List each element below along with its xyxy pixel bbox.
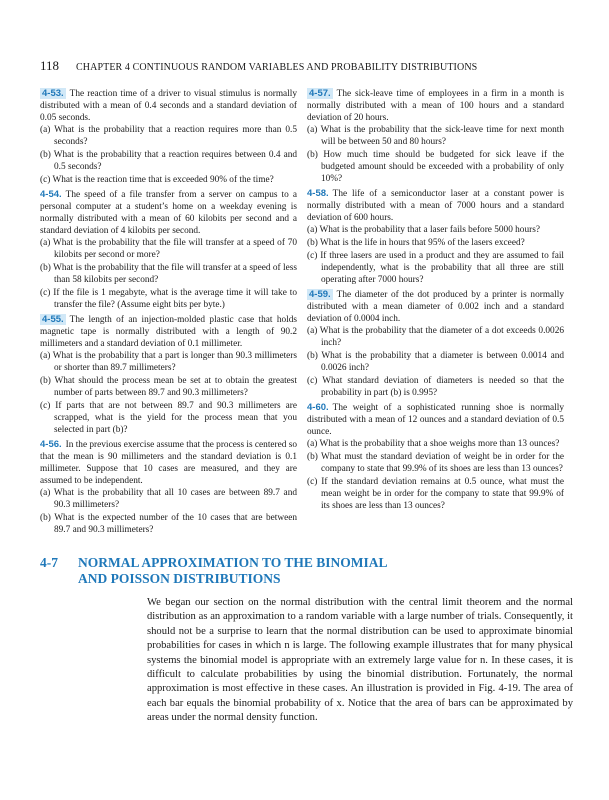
page-header <box>40 58 570 74</box>
section-title-line-1: NORMAL APPROXIMATION TO THE BINOMIAL <box>78 555 388 570</box>
exercise-part: (b) What is the probability that a diameter is between 0.0014 and 0.0026 inch? <box>307 351 564 373</box>
exercise-4-56 <box>40 439 297 536</box>
exercise-text: The length of an injection-molded plastic case that holds magnetic tape is normally distributed with a length of 90.2 millimeters and a standard deviation of 0.1 millimeter. <box>40 315 297 349</box>
exercise-stem <box>307 402 564 438</box>
exercise-text: The speed of a file transfer from a server on campus to a personal computer at a student’s home on a weekday evening is normally distributed with a mean of 60 kilobits per second and a standard deviation of 4 kilobits per second. <box>40 190 297 236</box>
exercise-part: (c) If the file is 1 megabyte, what is the average time it will take to transfer the file? (Assume eight bits per byte.) <box>40 288 297 310</box>
exercise-stem <box>307 188 564 224</box>
exercise-number: 4-55. <box>42 314 64 325</box>
exercise-text: The life of a semiconductor laser at a constant power is normally distributed with a mean of 7000 hours and a standard deviation of 600 hours. <box>307 189 564 223</box>
exercise-text: In the previous exercise assume that the process is centered so that the mean is 90 millimeters and the standard deviation is 0.1 millimeter. Suppose that 10 cases are measured, and they are assumed to be independent. <box>40 440 297 486</box>
section-title-line-2: AND POISSON DISTRIBUTIONS <box>78 571 281 586</box>
exercise-part: (c) If three lasers are used in a product and they are assumed to fail independently, what is the probability that all three are still operating after 7000 hours? <box>307 251 564 285</box>
exercise-part: (a) What is the probability that a reaction requires more than 0.5 seconds? <box>40 125 297 147</box>
exercise-part: (b) What should the process mean be set at to obtain the greatest number of parts between 89.7 and 90.3 millimeters? <box>40 376 297 398</box>
exercise-text: The diameter of the dot produced by a printer is normally distributed with a mean diameter of 0.002 inch and a standard deviation of 0.0004 inch. <box>307 290 564 324</box>
exercise-part: (b) What is the life in hours that 95% of the lasers exceed? <box>307 238 525 248</box>
exercise-stem <box>40 439 297 487</box>
section-title <box>40 555 388 587</box>
exercise-number: 4-54. <box>40 189 62 200</box>
exercise-text: The reaction time of a driver to visual stimulus is normally distributed with a mean of 0.4 seconds and a standard deviation of 0.05 seconds. <box>40 89 297 123</box>
exercise-part: (b) What is the probability that a reaction requires between 0.4 and 0.5 seconds? <box>40 150 297 172</box>
exercise-stem <box>40 189 297 237</box>
exercise-part: (b) What is the probability that the file will transfer at a speed of less than 58 kilobits per second? <box>40 263 297 285</box>
left-column <box>40 88 297 539</box>
exercise-4-55 <box>40 314 297 436</box>
exercise-part: (c) What is the reaction time that is exceeded 90% of the time? <box>40 175 274 185</box>
exercise-4-57 <box>307 88 564 185</box>
section-body-paragraph: We began our section on the normal distribution with the central limit theorem and the normal distribution as an approximation to a random variable with a large number of trials. Consequently, it should not be a surprise to learn that the normal distribution can be used to approximate binomial probabilities for cases in which n is large. The following example illustrates that for many physical systems the binomial model is appropriate with an extremely large value for n. In these cases, it is difficult to calculate probabilities by using the binomial distribution. Fortunately, the normal approximation is most effective in these cases. An illustration is provided in Fig. 4-19. The area of each bar equals the binomial probability of x. Notice that the area of bars can be approximated by areas under the normal density function. <box>147 597 573 724</box>
exercise-stem <box>40 88 297 124</box>
exercise-part: (a) What is the probability that the file will transfer at a speed of 70 kilobits per second or more? <box>40 238 297 260</box>
exercise-stem <box>40 314 297 350</box>
exercise-4-58 <box>307 188 564 286</box>
exercise-stem <box>307 289 564 325</box>
exercise-part: (b) What must the standard deviation of weight be in order for the company to state that 99.9% of its shoes are less than 13 ounces? <box>307 452 564 474</box>
exercise-part: (c) What standard deviation of diameters is needed so that the probability in part (b) is 0.995? <box>307 376 564 398</box>
exercise-number: 4-57. <box>309 88 331 99</box>
exercise-part: (a) What is the probability that the sick-leave time for next month will be between 50 and 80 hours? <box>307 125 564 147</box>
exercise-4-59 <box>307 289 564 399</box>
exercise-4-60 <box>307 402 564 512</box>
exercise-number: 4-58. <box>307 188 329 199</box>
exercise-number: 4-60. <box>307 402 329 413</box>
exercise-text: The sick-leave time of employees in a firm in a month is normally distributed with a mean of 100 hours and a standard deviation of 20 hours. <box>307 89 564 123</box>
exercise-part: (c) If the standard deviation remains at 0.5 ounce, what must the mean weight be in order for the company to state that 99.9% of its shoes are less than 13 ounces? <box>307 477 564 511</box>
exercise-4-53 <box>40 88 297 186</box>
exercise-number: 4-53. <box>42 88 64 99</box>
exercise-part: (a) What is the probability that a shoe weighs more than 13 ounces? <box>307 439 560 449</box>
running-head: CHAPTER 4 CONTINUOUS RANDOM VARIABLES AND PROBABILITY DISTRIBUTIONS <box>76 62 478 73</box>
exercise-stem <box>307 88 564 124</box>
exercise-number: 4-56. <box>40 439 62 450</box>
page-number: 118 <box>40 58 60 73</box>
exercise-part: (a) What is the probability that a part is longer than 90.3 millimeters or shorter than 89.7 millimeters? <box>40 351 297 373</box>
exercise-part: (a) What is the probability that the diameter of a dot exceeds 0.0026 inch? <box>307 326 564 348</box>
exercise-4-54 <box>40 189 297 311</box>
exercise-part: (a) What is the probability that a laser fails before 5000 hours? <box>307 225 540 235</box>
exercise-part: (c) If parts that are not between 89.7 and 90.3 millimeters are scrapped, what is the yield for the process mean that you selected in part (b)? <box>40 401 297 435</box>
exercise-part: (b) What is the expected number of the 10 cases that are between 89.7 and 90.3 millimeters? <box>40 513 297 535</box>
section-number: 4-7 <box>40 555 58 570</box>
right-column <box>307 88 564 515</box>
exercise-part: (b) How much time should be budgeted for sick leave if the budgeted amount should be exceeded with a probability of only 10%? <box>307 150 564 184</box>
exercise-part: (a) What is the probability that all 10 cases are between 89.7 and 90.3 millimeters? <box>40 488 297 510</box>
exercise-text: The weight of a sophisticated running shoe is normally distributed with a mean of 12 ounces and a standard deviation of 0.5 ounce. <box>307 403 564 437</box>
exercise-number: 4-59. <box>309 289 331 300</box>
